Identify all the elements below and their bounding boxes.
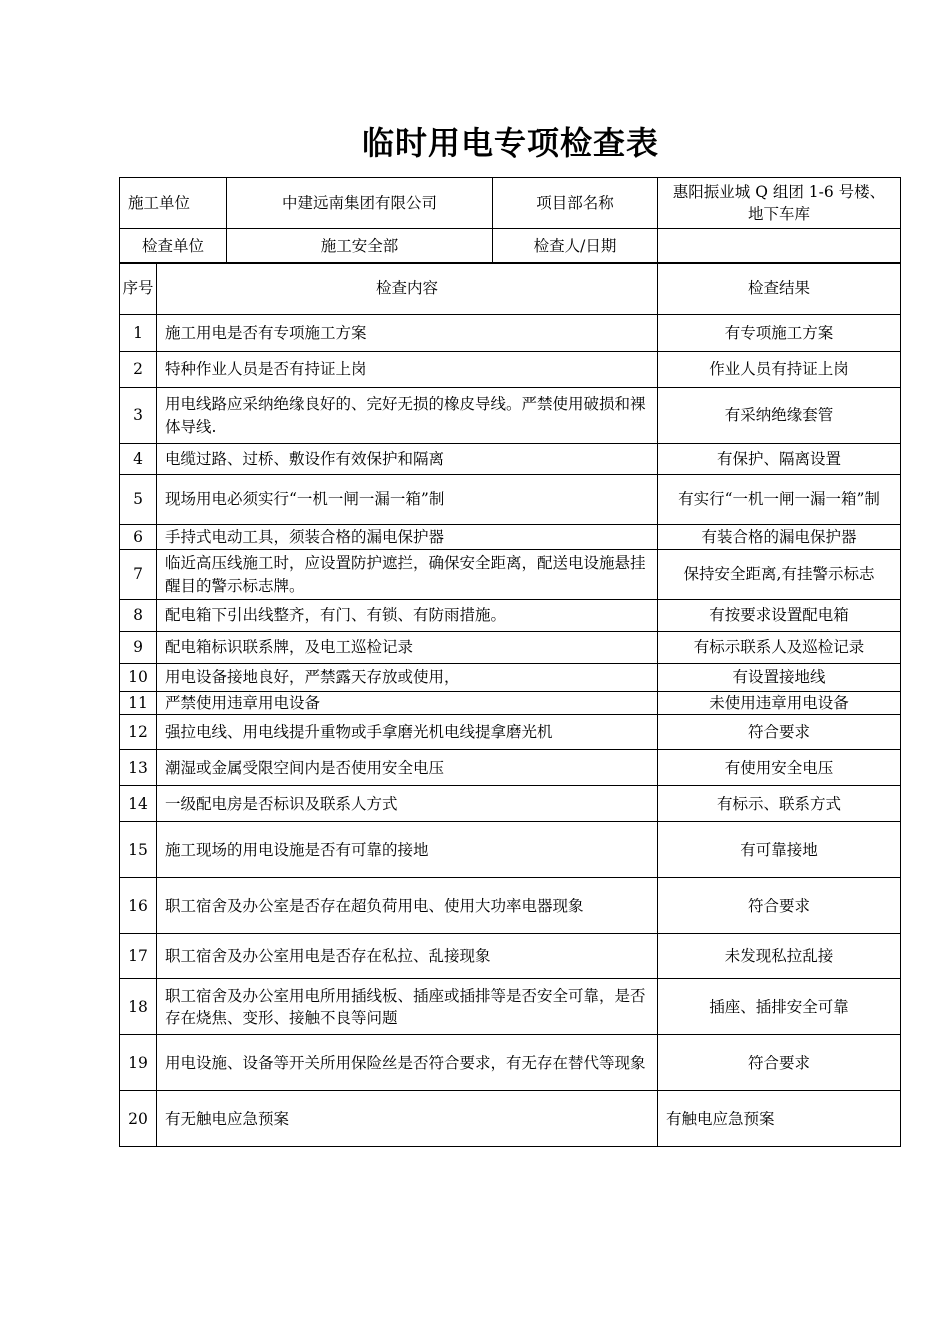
row-content: 施工现场的用电设施是否有可靠的接地 [157,822,658,878]
table-row [120,1035,901,1091]
row-number: 7 [120,550,157,600]
row-content: 潮湿或金属受限空间内是否使用安全电压 [157,750,658,786]
header-table [119,177,901,264]
project-name-label: 项目部名称 [493,178,658,229]
row-number: 16 [120,878,157,934]
row-result: 作业人员有持证上岗 [658,352,901,388]
table-row [120,352,901,388]
row-result: 有专项施工方案 [658,315,901,352]
row-result: 有触电应急预案 [658,1091,901,1147]
row-result: 有标示联系人及巡检记录 [658,632,901,664]
row-result: 未发现私拉乱接 [658,934,901,979]
row-content: 用电设备接地良好，严禁露天存放或使用， [157,664,658,692]
row-content: 施工用电是否有专项施工方案 [157,315,658,352]
row-result: 有可靠接地 [658,822,901,878]
row-result: 未使用违章用电设备 [658,692,901,715]
table-row [120,550,901,600]
table-row [120,315,901,352]
table-row [120,979,901,1035]
row-number: 9 [120,632,157,664]
header-row-2 [120,229,901,264]
table-row [120,525,901,550]
page-title: 临时用电专项检查表 [361,124,659,162]
table-row [120,1091,901,1147]
table-row [120,934,901,979]
row-content: 职工宿舍及办公室是否存在超负荷用电、使用大功率电器现象 [157,878,658,934]
table-row [120,475,901,525]
table-row [120,715,901,750]
table-row [120,750,901,786]
table-row [120,664,901,692]
table-row [120,632,901,664]
row-number: 1 [120,315,157,352]
row-number: 15 [120,822,157,878]
row-number: 5 [120,475,157,525]
column-header-row [120,263,901,315]
row-number: 17 [120,934,157,979]
row-content: 配电箱下引出线整齐，有门、有锁、有防雨措施。 [157,600,658,632]
row-content: 临近高压线施工时，应设置防护遮拦，确保安全距离，配送电设施悬挂醒目的警示标志牌。 [157,550,658,600]
row-number: 4 [120,444,157,475]
row-number: 18 [120,979,157,1035]
row-number: 2 [120,352,157,388]
row-content: 配电箱标识联系牌，及电工巡检记录 [157,632,658,664]
row-content: 职工宿舍及办公室用电是否存在私拉、乱接现象 [157,934,658,979]
row-number: 3 [120,388,157,444]
table-row [120,878,901,934]
table-row [120,444,901,475]
row-result: 有设置接地线 [658,664,901,692]
row-result: 插座、插排安全可靠 [658,979,901,1035]
row-content: 用电线路应采纳绝缘良好的、完好无损的橡皮导线。严禁使用破损和裸体导线. [157,388,658,444]
row-number: 13 [120,750,157,786]
row-number: 8 [120,600,157,632]
table-row [120,388,901,444]
column-header-number: 序号 [120,263,157,315]
row-result: 有使用安全电压 [658,750,901,786]
project-name-value: 惠阳振业城 Q 组团 1-6 号楼、地下车库 [658,178,901,229]
row-content: 电缆过路、过桥、敷设作有效保护和隔离 [157,444,658,475]
row-result: 有按要求设置配电箱 [658,600,901,632]
table-row [120,600,901,632]
inspector-date-label: 检查人/日期 [493,229,658,264]
row-result: 有标示、联系方式 [658,786,901,822]
row-content: 现场用电必须实行“一机一闸一漏一箱”制 [157,475,658,525]
row-content: 强拉电线、用电线提升重物或手拿磨光机电线提拿磨光机 [157,715,658,750]
row-number: 14 [120,786,157,822]
row-content: 手持式电动工具，须装合格的漏电保护器 [157,525,658,550]
row-result: 有装合格的漏电保护器 [658,525,901,550]
row-result: 符合要求 [658,715,901,750]
row-content: 用电设施、设备等开关所用保险丝是否符合要求，有无存在替代等现象 [157,1035,658,1091]
row-content: 一级配电房是否标识及联系人方式 [157,786,658,822]
row-number: 10 [120,664,157,692]
row-number: 19 [120,1035,157,1091]
row-number: 20 [120,1091,157,1147]
row-result: 有实行“一机一闸一漏一箱”制 [658,475,901,525]
table-row [120,786,901,822]
column-header-result: 检查结果 [658,263,901,315]
row-number: 11 [120,692,157,715]
inspector-date-value [658,229,901,264]
table-row [120,822,901,878]
row-number: 6 [120,525,157,550]
row-result: 符合要求 [658,878,901,934]
inspection-unit-label: 检查单位 [120,229,227,264]
row-content: 严禁使用违章用电设备 [157,692,658,715]
row-result: 保持安全距离,有挂警示标志 [658,550,901,600]
row-content: 有无触电应急预案 [157,1091,658,1147]
header-row-1 [120,178,901,229]
inspection-table [119,262,901,1147]
table-row [120,692,901,715]
row-result: 有保护、隔离设置 [658,444,901,475]
row-result: 符合要求 [658,1035,901,1091]
row-result: 有采纳绝缘套管 [658,388,901,444]
row-content: 职工宿舍及办公室用电所用插线板、插座或插排等是否安全可靠，是否存在烧焦、变形、接触不良等问题 [157,979,658,1035]
inspection-unit-value: 施工安全部 [227,229,493,264]
construction-unit-value: 中建远南集团有限公司 [227,178,493,229]
row-number: 12 [120,715,157,750]
row-content: 特种作业人员是否有持证上岗 [157,352,658,388]
construction-unit-label: 施工单位 [120,178,227,229]
column-header-content: 检查内容 [157,263,658,315]
